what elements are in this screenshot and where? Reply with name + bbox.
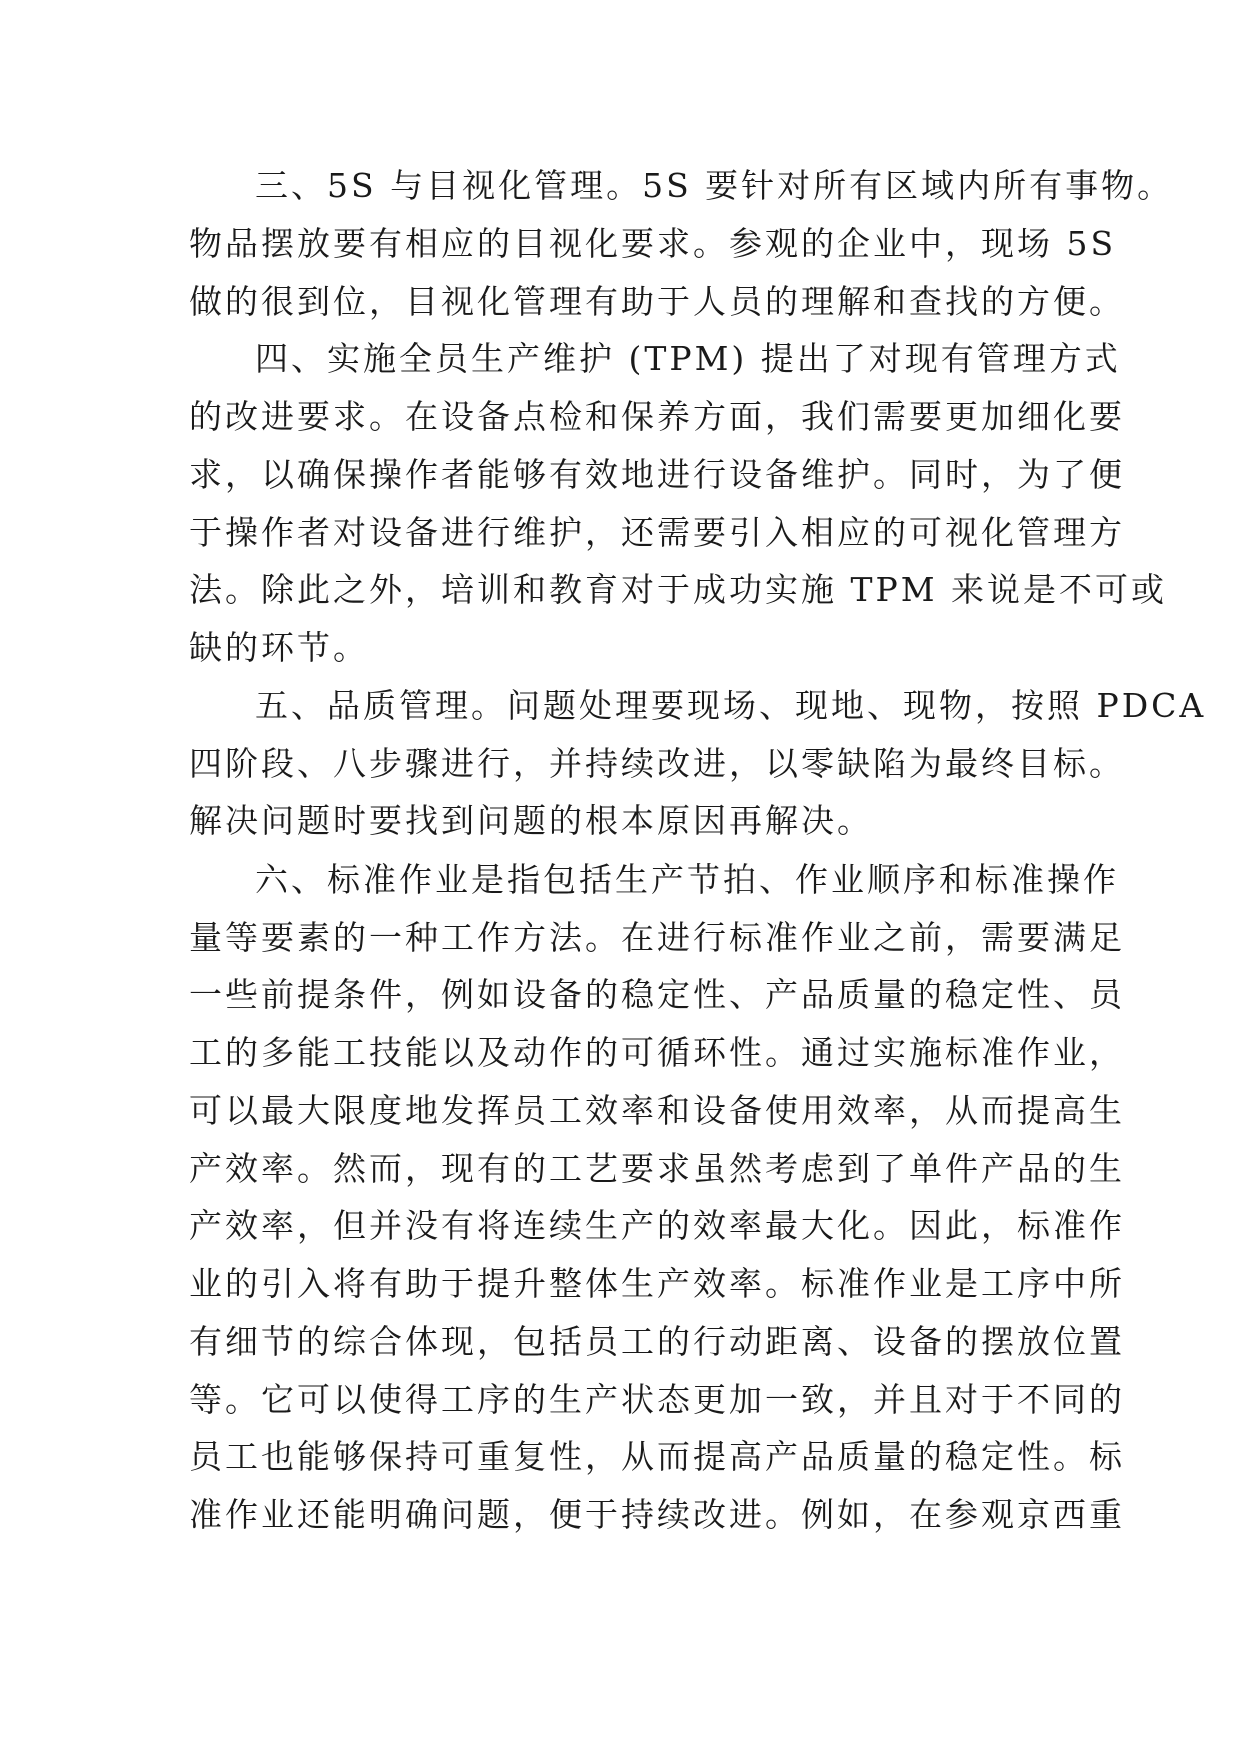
paragraph-4-line-6: 产效率。然而，现有的工艺要求虽然考虑到了单件产品的生 xyxy=(189,1149,1125,1188)
paragraph-2-line-2: 的改进要求。在设备点检和保养方面，我们需要更加细化要 xyxy=(189,397,1125,436)
paragraph-2-line-6: 缺的环节。 xyxy=(189,628,369,667)
paragraph-2-line-5: 法。除此之外，培训和教育对于成功实施 TPM 来说是不可或 xyxy=(189,570,1167,609)
paragraph-4-line-3: 一些前提条件，例如设备的稳定性、产品质量的稳定性、员 xyxy=(189,975,1125,1014)
paragraph-1-line-2: 物品摆放要有相应的目视化要求。参观的企业中，现场 5S xyxy=(189,224,1117,263)
paragraph-1-line-1: 三、5S 与目视化管理。5S 要针对所有区域内所有事物。 xyxy=(255,166,1174,205)
paragraph-4-line-7: 产效率，但并没有将连续生产的效率最大化。因此，标准作 xyxy=(189,1206,1125,1245)
paragraph-2-line-4: 于操作者对设备进行维护，还需要引入相应的可视化管理方 xyxy=(189,513,1125,552)
paragraph-4-line-12: 准作业还能明确问题，便于持续改进。例如，在参观京西重 xyxy=(189,1495,1125,1534)
paragraph-2-line-3: 求，以确保操作者能够有效地进行设备维护。同时，为了便 xyxy=(189,455,1125,494)
paragraph-4-line-2: 量等要素的一种工作方法。在进行标准作业之前，需要满足 xyxy=(189,918,1125,957)
paragraph-2-line-1: 四、实施全员生产维护 (TPM) 提出了对现有管理方式 xyxy=(255,339,1121,378)
paragraph-4-line-10: 等。它可以使得工序的生产状态更加一致，并且对于不同的 xyxy=(189,1380,1125,1419)
paragraph-4-line-4: 工的多能工技能以及动作的可循环性。通过实施标准作业， xyxy=(189,1033,1125,1072)
paragraph-1-line-3: 做的很到位，目视化管理有助于人员的理解和查找的方便。 xyxy=(189,282,1125,321)
paragraph-4-line-1: 六、标准作业是指包括生产节拍、作业顺序和标准操作 xyxy=(255,860,1119,899)
paragraph-4-line-8: 业的引入将有助于提升整体生产效率。标准作业是工序中所 xyxy=(189,1264,1125,1303)
paragraph-4-line-5: 可以最大限度地发挥员工效率和设备使用效率，从而提高生 xyxy=(189,1091,1125,1130)
paragraph-3-line-1: 五、品质管理。问题处理要现场、现地、现物，按照 PDCA xyxy=(255,686,1207,725)
paragraph-3-line-2: 四阶段、八步骤进行，并持续改进，以零缺陷为最终目标。 xyxy=(189,744,1125,783)
paragraph-4-line-11: 员工也能够保持可重复性，从而提高产品质量的稳定性。标 xyxy=(189,1437,1125,1476)
paragraph-4-line-9: 有细节的综合体现，包括员工的行动距离、设备的摆放位置 xyxy=(189,1322,1125,1361)
paragraph-3-line-3: 解决问题时要找到问题的根本原因再解决。 xyxy=(189,801,873,840)
